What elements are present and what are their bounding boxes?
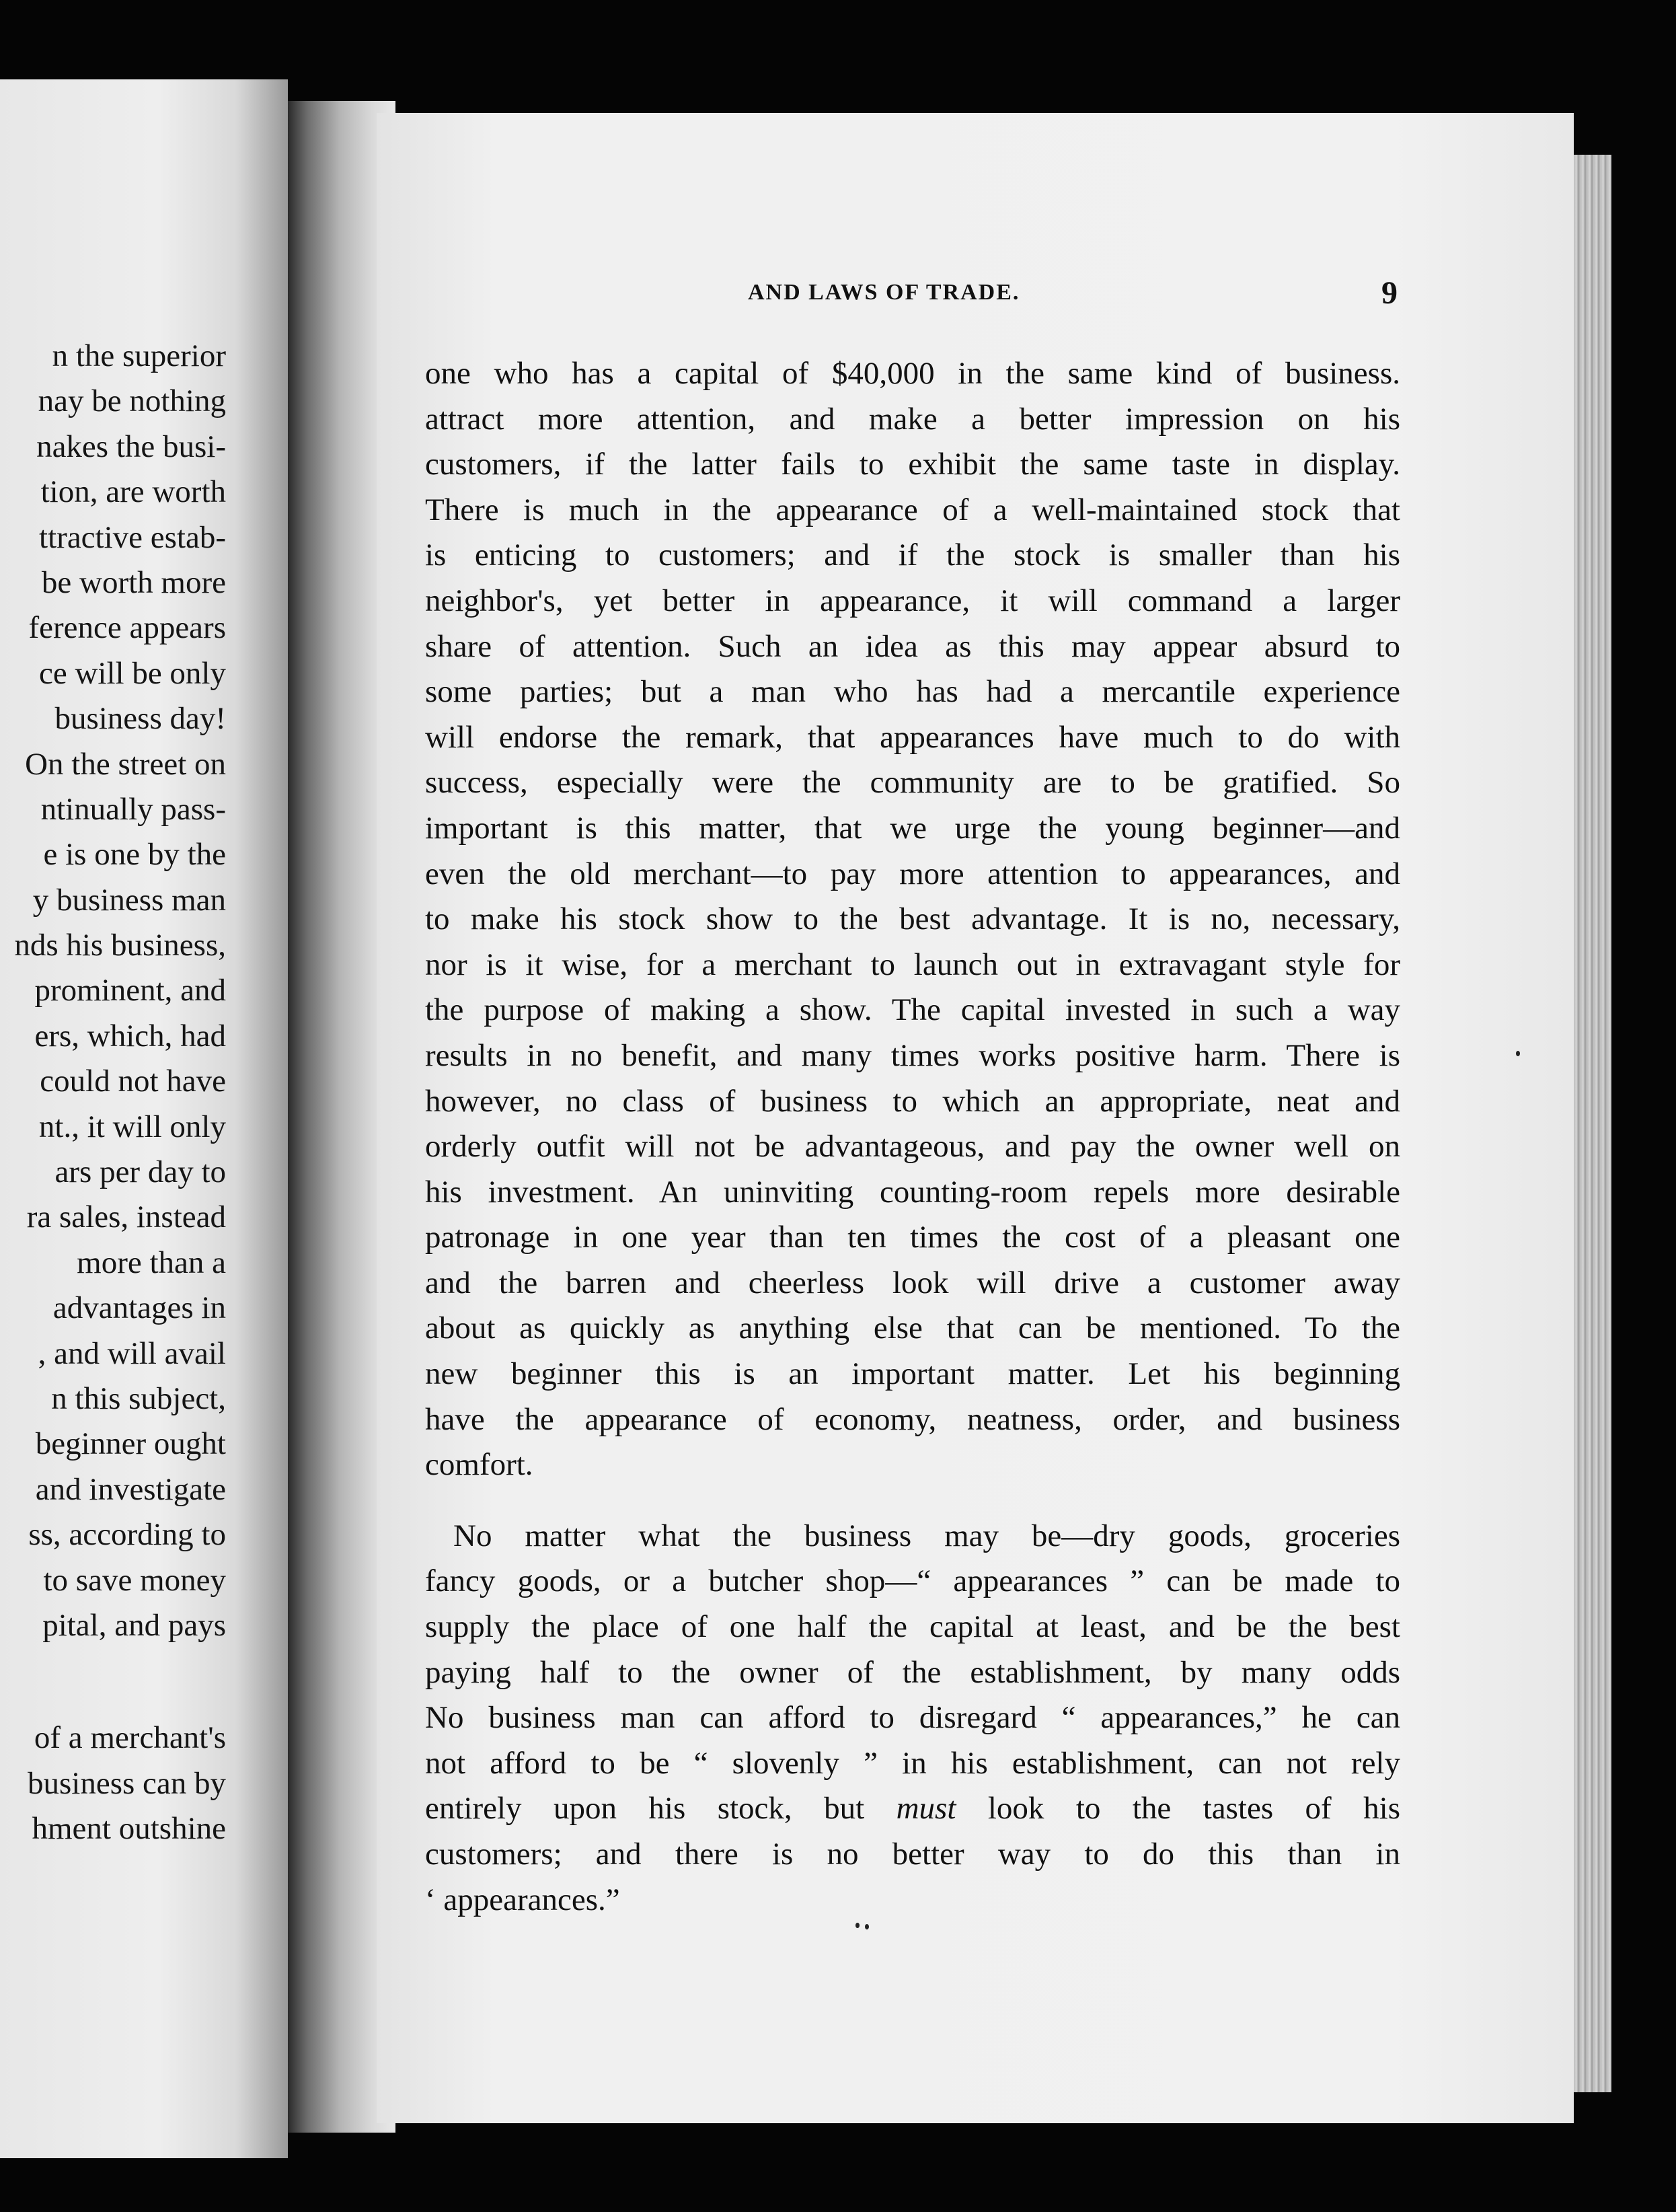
text-line: about as quickly as anything else that can be mentioned. To the bbox=[425, 1311, 1400, 1346]
print-speck bbox=[865, 1924, 869, 1929]
text-line: share of attention. Such an idea as this may appear absurd to bbox=[425, 628, 1400, 664]
text-line: neighbor's, yet better in appearance, it will command a larger bbox=[425, 583, 1400, 618]
text-line: nor is it wise, for a merchant to launch out in extravagant style for bbox=[425, 947, 1400, 982]
print-speck bbox=[855, 1923, 860, 1928]
text-line: to make his stock show to the best advantage. It is no, necessary, bbox=[425, 901, 1400, 937]
text-line: No business man can afford to disregard “ appearances,” he can bbox=[425, 1700, 1400, 1736]
left-line: , and will avail bbox=[38, 1335, 226, 1371]
text-line: orderly outfit will not be advantageous, and pay the owner well on bbox=[425, 1129, 1400, 1165]
page-edges bbox=[1574, 155, 1611, 2092]
text-line: supply the place of one half the capital at least, and be the best bbox=[425, 1609, 1400, 1645]
left-line: prominent, and bbox=[34, 973, 226, 1008]
text-line: and the barren and cheerless look will drive a customer away bbox=[425, 1265, 1400, 1300]
left-line: nds his business, bbox=[14, 928, 226, 963]
text-line: results in no benefit, and many times works positive harm. There is bbox=[425, 1037, 1400, 1073]
left-line: of a merchant's bbox=[34, 1720, 226, 1756]
left-line: ers, which, had bbox=[34, 1018, 226, 1054]
left-paragraph-gap bbox=[0, 1648, 226, 1716]
text-line: even the old merchant—to pay more attention to appearances, and bbox=[425, 856, 1400, 891]
left-line: and investigate bbox=[35, 1471, 226, 1507]
text-line: some parties; but a man who has had a mercantile experience bbox=[425, 674, 1400, 710]
left-line: tion, are worth bbox=[40, 474, 226, 510]
text-line: his investment. An uninviting counting-room repels more desirable bbox=[425, 1174, 1400, 1210]
text-line: important is this matter, that we urge the young beginner—and bbox=[425, 810, 1400, 846]
text-line: There is much in the appearance of a well-maintained stock that bbox=[425, 492, 1400, 527]
left-line: business can by bbox=[27, 1765, 226, 1801]
left-line: be worth more bbox=[41, 564, 226, 600]
text-line: is enticing to customers; and if the stock is smaller than his bbox=[425, 538, 1400, 573]
left-line: ra sales, instead bbox=[26, 1200, 226, 1235]
left-line: n the superior bbox=[52, 338, 226, 373]
text-line: will endorse the remark, that appearances have much to do with bbox=[425, 719, 1400, 755]
text-line: fancy goods, or a butcher shop—“ appearances ” can be made to bbox=[425, 1563, 1400, 1599]
text-line: paying half to the owner of the establishment, by many odds bbox=[425, 1654, 1400, 1690]
left-line: On the street on bbox=[25, 746, 226, 782]
left-line: business day! bbox=[54, 701, 226, 737]
text-line: comfort. bbox=[425, 1447, 533, 1483]
text-segment: entirely upon his stock, but bbox=[425, 1791, 865, 1827]
left-line: hment outshine bbox=[32, 1811, 226, 1847]
left-line: ce will be only bbox=[38, 655, 226, 691]
text-line: one who has a capital of $40,000 in the same kind of business. bbox=[425, 356, 1400, 391]
text-line: patronage in one year than ten times the cost of a pleasant one bbox=[425, 1220, 1400, 1255]
text-line: new beginner this is an important matter. Let his beginning bbox=[425, 1356, 1400, 1392]
left-line: advantages in bbox=[52, 1290, 226, 1326]
running-head: AND LAWS OF TRADE. bbox=[748, 280, 1020, 305]
text-line: however, no class of business to which an appropriate, neat and bbox=[425, 1083, 1400, 1119]
paragraph-gap bbox=[425, 1488, 1400, 1514]
text-line: not afford to be “ slovenly ” in his establishment, can not rely bbox=[425, 1745, 1400, 1781]
text-segment: look to the tastes of his bbox=[987, 1791, 1400, 1827]
text-line: have the appearance of economy, neatness, order, and business bbox=[425, 1401, 1400, 1437]
left-page bbox=[0, 79, 288, 2158]
print-speck bbox=[1516, 1051, 1520, 1056]
text-line bbox=[425, 1786, 1400, 1832]
left-line: n this subject, bbox=[51, 1380, 226, 1416]
page-body-text bbox=[425, 351, 1400, 1923]
left-page-text bbox=[0, 334, 226, 1852]
text-line: customers; and there is no better way to do this than in bbox=[425, 1837, 1400, 1872]
left-line: ss, according to bbox=[28, 1517, 226, 1553]
page-number: 9 bbox=[1381, 275, 1398, 311]
text-line: ‘ appearances.” bbox=[425, 1882, 620, 1917]
left-line: nay be nothing bbox=[38, 383, 226, 419]
text-line: success, especially were the community are to be gratified. So bbox=[425, 765, 1400, 801]
text-line: No matter what the business may be—dry goods, groceries bbox=[453, 1518, 1400, 1553]
left-line: nakes the busi- bbox=[36, 429, 226, 464]
left-line: pital, and pays bbox=[42, 1607, 226, 1643]
left-line: y business man bbox=[32, 882, 226, 918]
left-line: beginner ought bbox=[35, 1426, 226, 1462]
left-line: ntinually pass- bbox=[40, 791, 226, 827]
left-line: ference appears bbox=[28, 610, 226, 646]
text-line: customers, if the latter fails to exhibit the same taste in display. bbox=[425, 447, 1400, 482]
left-line: ttractive estab- bbox=[39, 519, 226, 555]
text-line: attract more attention, and make a better impression on his bbox=[425, 401, 1400, 437]
italic-word: must bbox=[896, 1791, 956, 1827]
left-line: to save money bbox=[43, 1562, 226, 1598]
text-line: the purpose of making a show. The capital invested in such a way bbox=[425, 992, 1400, 1028]
left-line: could not have bbox=[40, 1064, 226, 1099]
left-line: e is one by the bbox=[43, 837, 226, 873]
left-line: nt., it will only bbox=[38, 1109, 226, 1144]
left-line: ars per day to bbox=[54, 1154, 226, 1190]
left-line: more than a bbox=[77, 1245, 226, 1280]
